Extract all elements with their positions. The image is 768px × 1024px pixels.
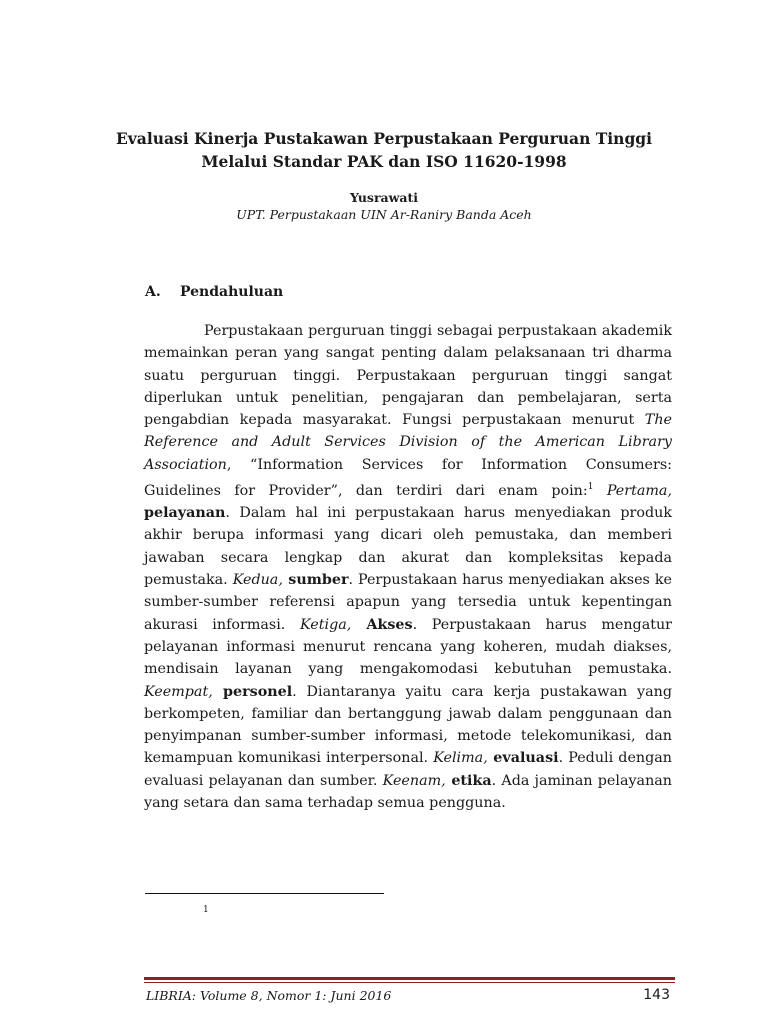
footnote-reference[interactable]: 1 — [587, 482, 594, 493]
text-run: . Perpustakaan harus mengatur pelayanan informasi menurut rencana yang koheren, mudah diakses, mendisain layanan yang mengakomodasi kebutuhan pemustaka. — [144, 616, 673, 678]
bold-run: Akses — [351, 616, 413, 633]
section-title: Pendahuluan — [180, 284, 284, 300]
footnote-separator — [145, 893, 384, 894]
bold-run: pelayanan — [144, 505, 226, 522]
footer-rule-thick — [144, 977, 675, 980]
author-affiliation: UPT. Perpustakaan UIN Ar-Raniry Banda Aceh — [236, 207, 532, 222]
page-number: 143 — [643, 987, 670, 1003]
bold-run: personel — [212, 683, 293, 700]
text-run: . Perpustakaan harus menyediakan akses ke sumber-sumber referensi apapun yang tersedia untuk kepentingan akurasi informasi. — [144, 572, 672, 633]
section-number: A. — [145, 284, 161, 300]
text-run: Perpustakaan perguruan tinggi sebagai perpustakaan akademik memainkan peran yang sangat penting dalam pelaksanaan tri dharma suatu perguruan tinggi. Perpustakaan perguruan tinggi sangat diperlukan untuk penelitian, pengajaran dan pembelajaran, serta pengabdian kepada masyarakat. Fungsi perpustakaan menurut — [144, 323, 672, 429]
title-line-2: Melalui Standar PAK dan ISO 11620-1998 — [201, 152, 567, 171]
text-run: , “Information Services for Information Consumers: Guidelines for Provider”, dan terdiri dari enam poin: — [144, 456, 672, 499]
italic-run: Keempat, — [144, 683, 213, 700]
bold-run: etika — [445, 772, 492, 789]
title-line-1: Evaluasi Kinerja Pustakawan Perpustakaan Perguruan Tinggi — [115, 129, 653, 148]
italic-run: Kedua, — [232, 572, 283, 589]
italic-run: Pertama, — [593, 482, 672, 499]
text-run: . Dalam hal ini perpustakaan harus menyediakan produk akhir berupa informasi yang dicari oleh pemustaka, dan memberi jawaban secara lengkap dan akurat dan kompleksitas kepada pemustaka. — [144, 505, 672, 589]
footer-journal-info: LIBRIA: Volume 8, Nomor 1: Juni 2016 — [146, 988, 392, 1003]
text-run: . Ada jaminan pelayanan yang setara dan sama terhadap semua pengguna. — [144, 772, 673, 811]
italic-run: Ketiga, — [300, 616, 352, 633]
text-run: . Diantaranya yaitu cara kerja pustakawan yang berkompeten, familiar dan bertanggung jawab dalam penggunaan dan penyimpanan sumber-sumber informasi, metode telekomunikasi, dan kemampuan komunikasi interpersonal. — [144, 683, 673, 767]
text-run: . Peduli dengan evaluasi pelayanan dan sumber. — [144, 750, 673, 789]
footnote-mark: 1 — [203, 905, 209, 915]
author-name: Yusrawati — [349, 190, 419, 205]
italic-run: The Reference and Adult Services Division of the American Library Association — [144, 412, 672, 473]
section-heading — [145, 282, 283, 302]
bold-run: sumber — [282, 572, 349, 589]
intro-paragraph — [144, 320, 672, 814]
italic-run: Keenam, — [382, 772, 446, 789]
body-text — [144, 320, 672, 814]
footer-rule-thin — [144, 982, 675, 983]
paper-title — [100, 127, 668, 173]
bold-run: evaluasi — [487, 750, 559, 767]
italic-run: Kelima, — [433, 750, 488, 767]
